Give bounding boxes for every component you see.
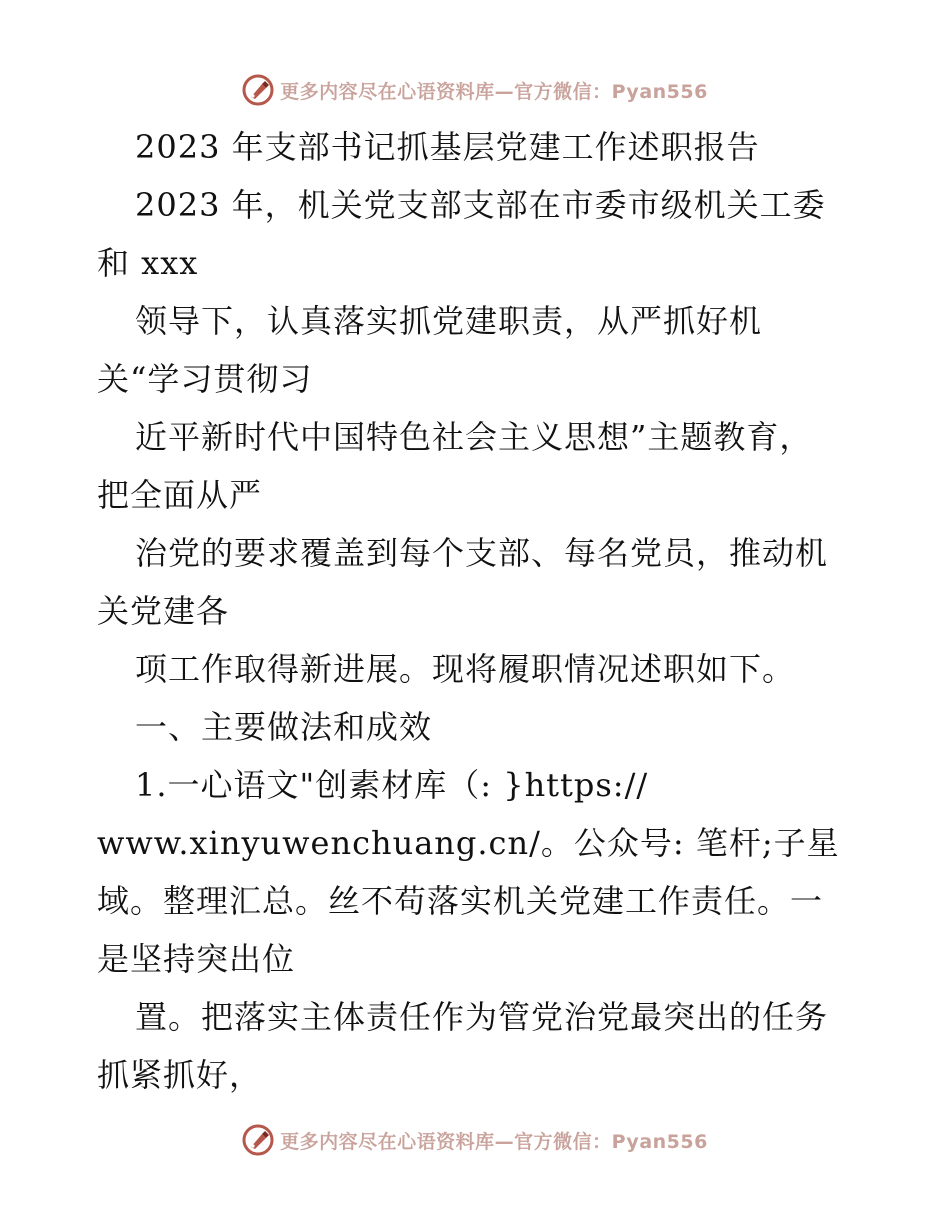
paragraph-line: 置。把落实主体责任作为管党治党最突出的任务	[135, 998, 829, 1036]
paragraph-line: 把全面从严	[97, 476, 263, 514]
paragraph-line: 抓紧抓好，	[97, 1056, 263, 1094]
paragraph-line: www.xinyuwenchuang.cn/。公众号: 笔杆;子星	[97, 824, 840, 862]
paragraph-line: 治党的要求覆盖到每个支部、每名党员，推动机	[135, 534, 829, 572]
paragraph-line: 域。整理汇总。丝不苟落实机关党建工作责任。一	[97, 882, 824, 920]
document-title: 2023 年支部书记抓基层党建工作述职报告	[135, 128, 760, 166]
paragraph-line: 和 xxx	[97, 244, 199, 282]
paragraph-line: 是坚持突出位	[97, 940, 296, 978]
paragraph-line: 1.一心语文"创素材库（: }https://	[135, 766, 649, 804]
watermark-banner-bottom	[0, 1120, 950, 1160]
paragraph-line: 领导下，认真落实抓党建职责，从严抓好机	[135, 302, 763, 340]
pen-nib-logo-icon	[242, 1124, 274, 1156]
watermark-text-top: 更多内容尽在心语资料库—官方微信：Pyan556	[280, 80, 708, 103]
paragraph-line: 2023 年，机关党支部支部在市委市级机关工委	[135, 186, 826, 224]
paragraph-line: 项工作取得新进展。现将履职情况述职如下。	[135, 650, 796, 688]
paragraph-line: 关党建各	[97, 592, 230, 630]
section-heading: 一、主要做法和成效	[135, 708, 433, 746]
paragraph-line: 关“学习贯彻习	[97, 360, 313, 398]
watermark-text-bottom: 更多内容尽在心语资料库—官方微信：Pyan556	[280, 1130, 708, 1153]
paragraph-line: 近平新时代中国特色社会主义思想”主题教育，	[135, 418, 813, 456]
